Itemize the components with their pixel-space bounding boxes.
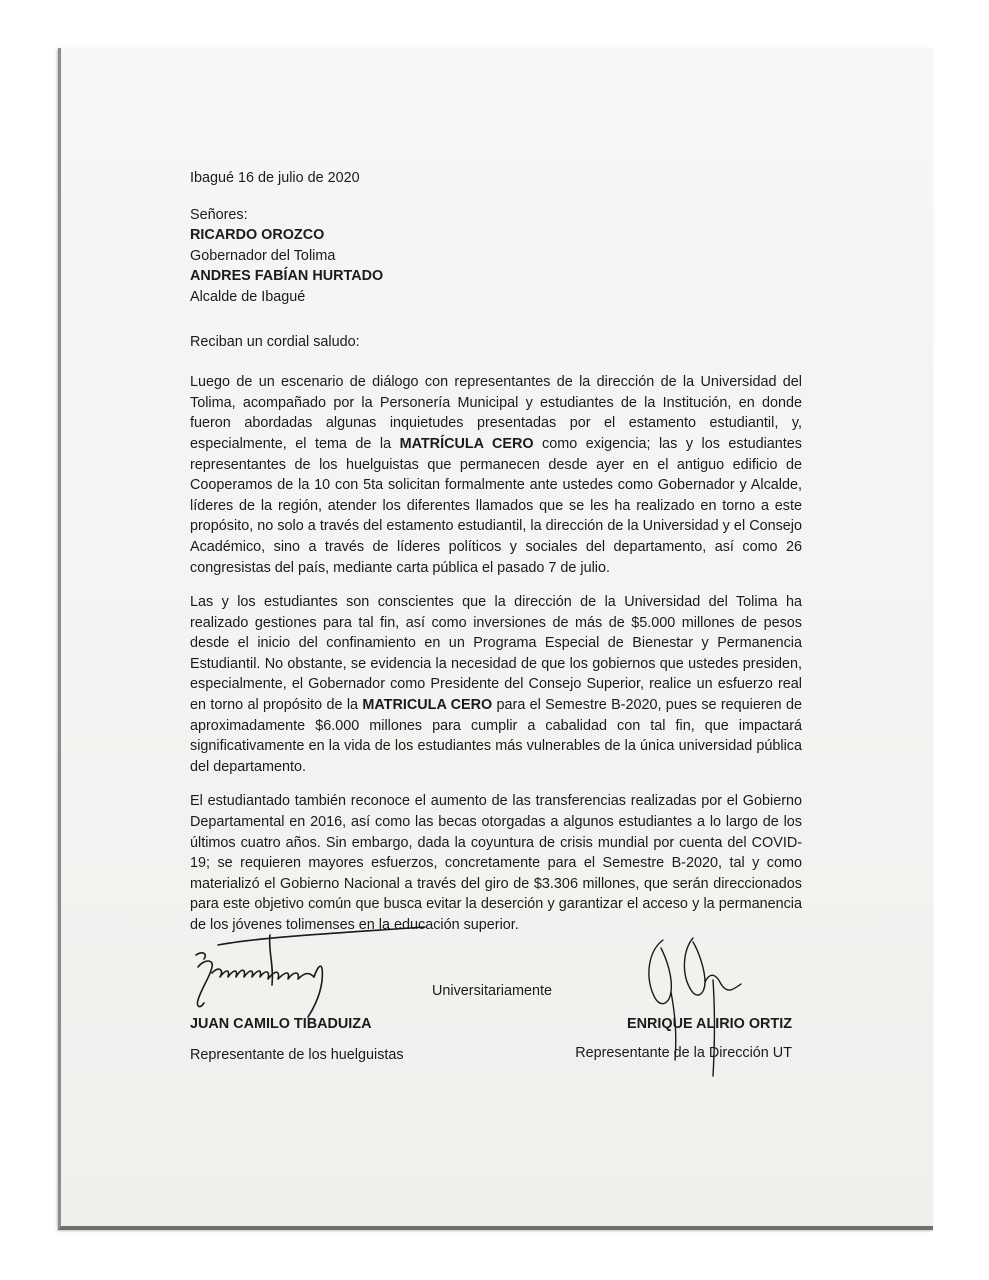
signatory-left-role: Representante de los huelguistas <box>190 1047 404 1063</box>
emphasis-matricula-cero: MATRÍCULA CERO <box>399 435 534 452</box>
paragraph-text: Las y los estudiantes son conscientes que la dirección de la Universidad del Tolima ha realizado gestiones para tal fin, así como inversiones de más de $5.000 millones de pesos desde el inicio del confinamiento en un Programa Especial de Bienestar y Permanencia Estudiantil. No obstante, se evidencia la necesidad de que los gobiernos que ustedes presiden, especialmente, el Gobernador como Presidente del Consejo Superior, realice un esfuerzo real en torno al propósito de la <box>190 594 802 714</box>
paragraph-1 <box>190 372 802 578</box>
letter-body <box>190 168 802 950</box>
closing: Universitariamente <box>432 983 552 999</box>
recipient-name: ANDRES FABÍAN HURTADO <box>190 268 384 285</box>
salutation: Señores: <box>190 206 248 223</box>
recipient-title: Alcalde de Ibagué <box>190 288 306 305</box>
recipient-title: Gobernador del Tolima <box>190 247 336 264</box>
recipients-block <box>190 205 802 308</box>
letter-date: Ibagué 16 de julio de 2020 <box>190 170 360 186</box>
greeting: Reciban un cordial saludo: <box>190 333 360 350</box>
recipient-name: RICARDO OROZCO <box>190 227 325 244</box>
signatory-right-role: Representante de la Dirección UT <box>575 1045 792 1061</box>
signatory-left-name: JUAN CAMILO TIBADUIZA <box>190 1016 372 1032</box>
paragraph-3: El estudiantado también reconoce el aumento de las transferencias realizadas por el Gobierno Departamental en 2016, así como las becas otorgadas a algunos estudiantes a lo largo de los últimos cuatro años. Sin embargo, dada la coyuntura de crisis mundial por cuenta del COVID-19; se requieren mayores esfuerzos, concretamente para el Semestre B-2020, tal y como materializó el Gobierno Nacional a través del giro de $3.306 millones, que serán direccionados para este objetivo común que busca evitar la deserción y garantizar el acceso y la permanencia de los jóvenes tolimenses en la educación superior. <box>190 793 802 933</box>
signature-block <box>190 925 802 1075</box>
signature-left-icon <box>190 925 430 1020</box>
signatory-right-name: ENRIQUE ALIRIO ORTIZ <box>627 1016 792 1032</box>
paragraph-text: para el Semestre B-2020, pues se requieren de aproximadamente $6.000 millones para cumplir a cabalidad con tal fin, que impactará significativamente en la vida de los estudiantes más vulnerables de la única universidad pública del departamento. <box>190 697 802 775</box>
paragraph-text: como exigencia; las y los estudiantes representantes de los huelguistas que permanecen desde ayer en el antiguo edificio de Cooperamos de la 10 con 5ta solicitan formalmente ante ustedes como Gobernador y Alcalde, líderes de la región, atender los diferentes llamados que se les ha realizado en torno a este propósito, no solo a través del estamento estudiantil, la dirección de la Universidad y el Consejo Académico, sino a través de líderes políticos y sociales del departamento, así como 26 congresistas del país, mediante carta pública el pasado 7 de julio. <box>190 435 802 576</box>
emphasis-matricula-cero: MATRICULA CERO <box>362 697 493 714</box>
paragraph-2 <box>190 592 802 777</box>
paragraph-text: Luego de un escenario de diálogo con representantes de la dirección de la Universidad del Tolima, acompañado por la Personería Municipal y estudiantes de la Institución, en donde fueron abordadas algunas inquietudes presentadas por el estamento estudiantil, y, especialmente, el tema de la <box>190 374 802 452</box>
